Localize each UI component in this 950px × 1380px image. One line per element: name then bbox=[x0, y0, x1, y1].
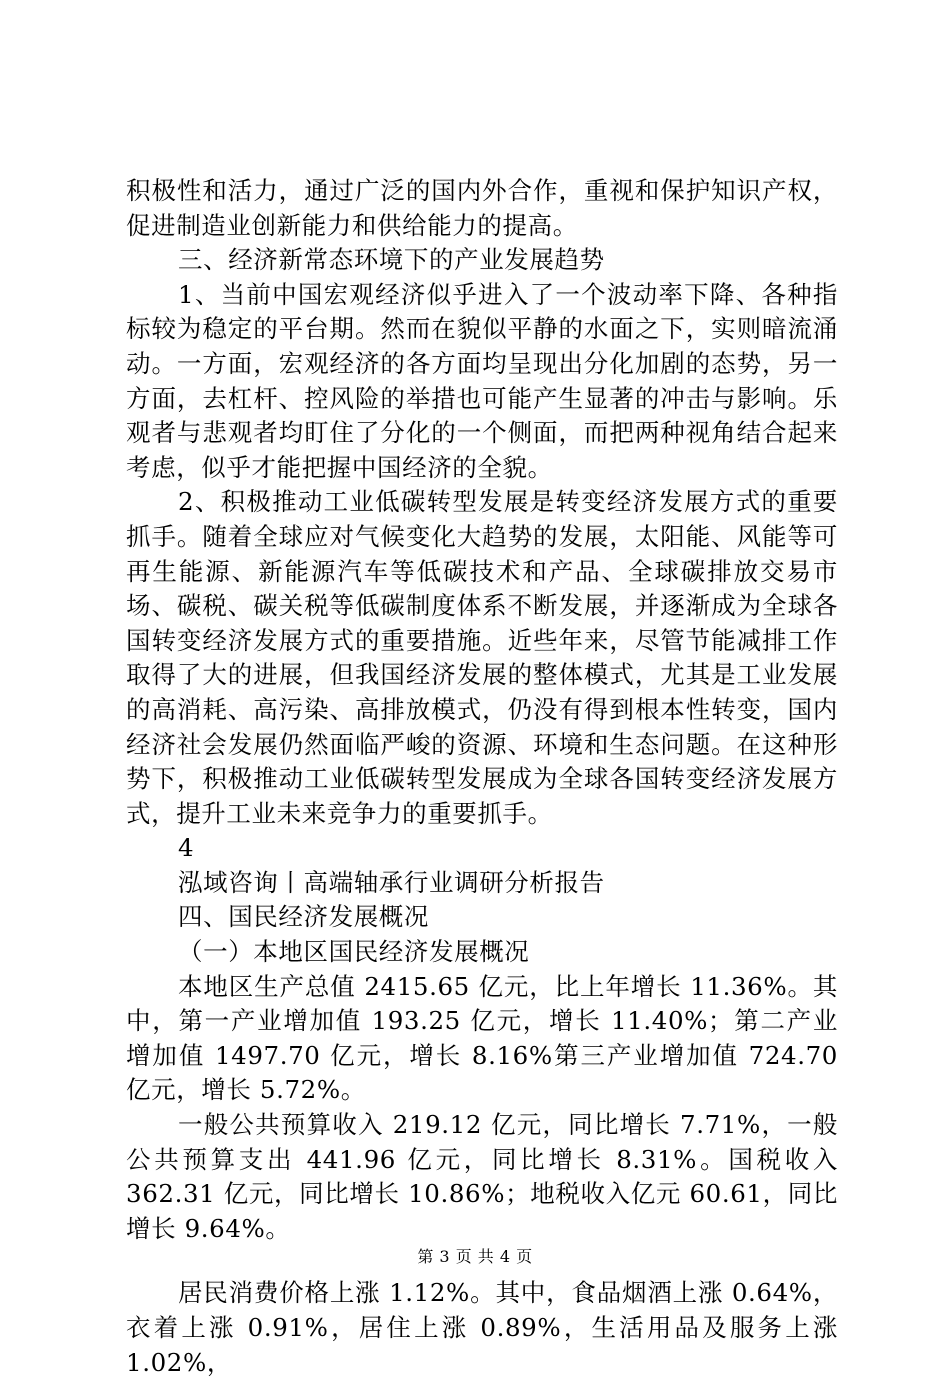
section-heading-3: 三、经济新常态环境下的产业发展趋势 bbox=[178, 245, 605, 275]
paragraph-trend-2: 2、积极推动工业低碳转型发展是转变经济发展方式的重要抓手。随着全球应对气候变化大趋势的发展，太阳能、风能等可再生能源、新能源汽车等低碳技术和产品、全球碳排放交易市场、碳税、碳关税等低碳制度体系不断发展，并逐渐成为全球各国转变经济发展方式的重要措施。近些年来，尽管节能减排工作取得了大的进展，但我国经济发展的整体模式，尤其是工业发展的高消耗、高污染、高排放模式，仍没有得到根本性转变，国内经济社会发展仍然面临严峻的资源、环境和生态问题。在这种形势下，积极推动工业低碳转型发展成为全球各国转变经济发展方式，提升工业未来竞争力的重要抓手。 bbox=[126, 487, 838, 828]
document-body bbox=[126, 174, 838, 1380]
report-header-line: 泓域咨询丨高端轴承行业调研分析报告 bbox=[178, 867, 605, 897]
paragraph-gdp: 本地区生产总值 2415.65 亿元，比上年增长 11.36%。其中，第一产业增加值 193.25 亿元，增长 11.40%；第二产业增加值 1497.70 亿元，增长 8.16%第三产业增加值 724.70 亿元，增长 5.72%。 bbox=[126, 971, 838, 1105]
page-footer: 第 3 页 共 4 页 bbox=[417, 1247, 533, 1266]
page-number-marker: 4 bbox=[178, 833, 195, 863]
paragraph-continuation: 积极性和活力，通过广泛的国内外合作，重视和保护知识产权，促进制造业创新能力和供给能力的提高。 bbox=[126, 176, 838, 240]
subsection-heading-1: （一）本地区国民经济发展概况 bbox=[178, 937, 530, 967]
paragraph-trend-1: 1、当前中国宏观经济似乎进入了一个波动率下降、各种指标较为稳定的平台期。然而在貌似平静的水面之下，实则暗流涌动。一方面，宏观经济的各方面均呈现出分化加剧的态势，另一方面，去杠杆、控风险的举措也可能产生显著的冲击与影响。乐观者与悲观者均盯住了分化的一个侧面，而把两种视角结合起来考虑，似乎才能把握中国经济的全貌。 bbox=[126, 279, 838, 482]
paragraph-budget: 一般公共预算收入 219.12 亿元，同比增长 7.71%，一般公共预算支出 441.96 亿元，同比增长 8.31%。国税收入 362.31 亿元，同比增长 10.86%；地税收入亿元 60.61，同比增长 9.64%。 bbox=[126, 1110, 838, 1243]
paragraph-cpi: 居民消费价格上涨 1.12%。其中，食品烟酒上涨 0.64%，衣着上涨 0.91%，居住上涨 0.89%，生活用品及服务上涨 1.02%， bbox=[126, 1278, 838, 1377]
section-heading-4: 四、国民经济发展概况 bbox=[178, 902, 429, 932]
